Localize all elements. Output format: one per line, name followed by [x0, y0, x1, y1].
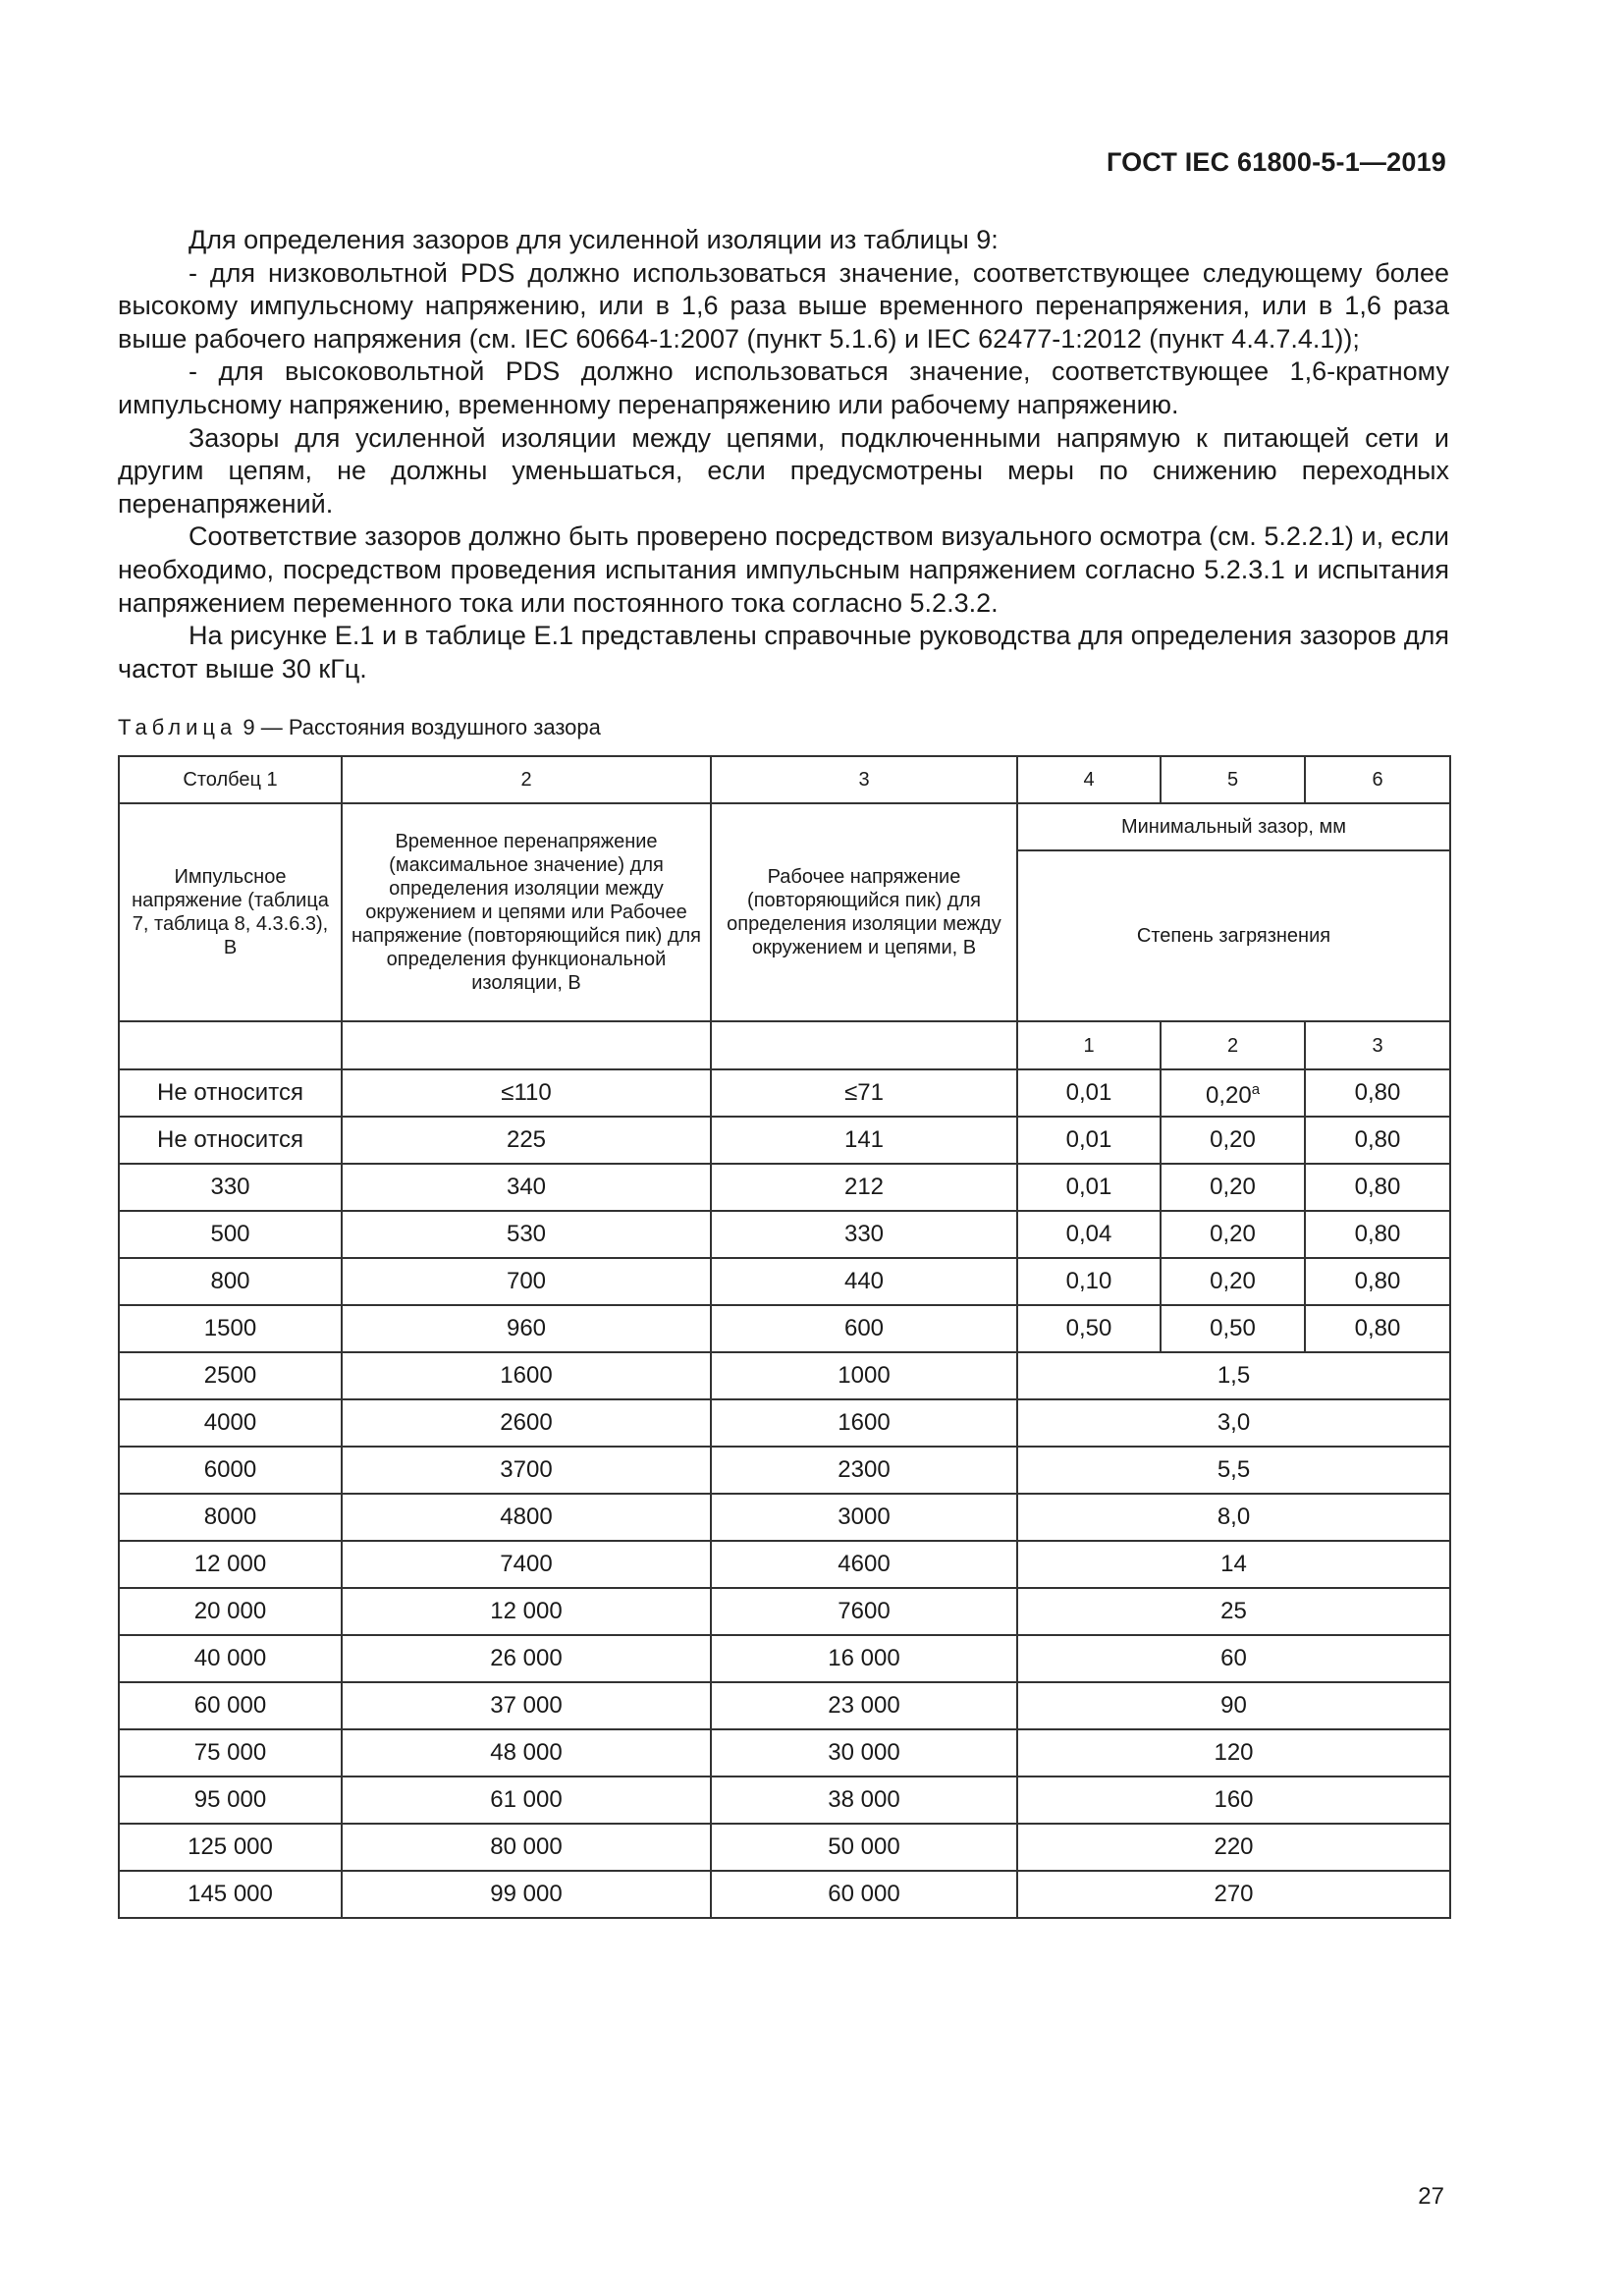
table-cell: 48 000 — [342, 1729, 711, 1777]
table-cell: 1600 — [711, 1399, 1017, 1447]
table-cell: 440 — [711, 1258, 1017, 1305]
table-row — [119, 1258, 1450, 1305]
table-cell: 16 000 — [711, 1635, 1017, 1682]
table-cell: 330 — [119, 1164, 342, 1211]
paragraph: - для высоковольтной PDS должно использоваться значение, соответствующее 1,6-кратному импульсному напряжению, временному перенапряжению или рабочему напряжению. — [118, 356, 1449, 419]
table-cell: 95 000 — [119, 1777, 342, 1824]
table-cell: 80 000 — [342, 1824, 711, 1871]
table-cell: 23 000 — [711, 1682, 1017, 1729]
pollution-degree: 1 — [1017, 1021, 1161, 1069]
table-cell: 0,80 — [1305, 1069, 1450, 1117]
table-row — [119, 1352, 1450, 1399]
table-cell: 50 000 — [711, 1824, 1017, 1871]
table-cell: 330 — [711, 1211, 1017, 1258]
table-cell: 0,20 — [1161, 1258, 1305, 1305]
table-cell: 25 — [1017, 1588, 1450, 1635]
paragraph: На рисунке Е.1 и в таблице Е.1 представлены справочные руководства для определения зазоров для частот выше 30 кГц. — [118, 621, 1449, 683]
table-cell: Не относится — [119, 1117, 342, 1164]
paragraph: Соответствие зазоров должно быть проверено посредством визуального осмотра (см. 5.2.2.1) и, если необходимо, посредством проведения испытания импульсным напряжением согласно 5.2.3.1 и испытания напряжением переменного тока или постоянного тока согласно 5.2.3.2. — [118, 521, 1449, 618]
table-cell: 12 000 — [342, 1588, 711, 1635]
table-cell: 0,20 — [1161, 1117, 1305, 1164]
table-cell: 60 — [1017, 1635, 1450, 1682]
table-cell: 30 000 — [711, 1729, 1017, 1777]
table-cell: 0,04 — [1017, 1211, 1161, 1258]
table-cell: 75 000 — [119, 1729, 342, 1777]
table-row — [119, 1305, 1450, 1352]
empty-cell — [342, 1021, 711, 1069]
table-cell: 0,20 — [1161, 1164, 1305, 1211]
table-cell: 4000 — [119, 1399, 342, 1447]
page-number: 27 — [1418, 2183, 1444, 2210]
table-cell: 3000 — [711, 1494, 1017, 1541]
table-cell: 38 000 — [711, 1777, 1017, 1824]
table-cell: 40 000 — [119, 1635, 342, 1682]
table-cell: 61 000 — [342, 1777, 711, 1824]
working-voltage-header: Рабочее напряжение (повторяющийся пик) для определения изоляции между окружением и цепями, В — [711, 803, 1017, 1021]
table-cell: 0,80 — [1305, 1164, 1450, 1211]
table-cell: 960 — [342, 1305, 711, 1352]
document-header: ГОСТ IEC 61800-5-1—2019 — [1106, 147, 1446, 177]
table-row — [119, 1447, 1450, 1494]
column-number-row — [119, 756, 1450, 803]
footnote-mark: a — [1251, 1081, 1261, 1098]
table-cell: Не относится — [119, 1069, 342, 1117]
table-cell: 0,01 — [1017, 1117, 1161, 1164]
clearance-table — [118, 755, 1451, 1919]
column-number: 4 — [1017, 756, 1161, 803]
table-cell: 3700 — [342, 1447, 711, 1494]
paragraph: - для низковольтной PDS должно использоваться значение, соответствующее следующему более высокому импульсному напряжению, или в 1,6 раза выше временного перенапряжения, или в 1,6 раза выше рабочего напряжения (см. IEC 60664-1:2007 (пункт 5.1.6) и IEC 62477-1:2012 (пункт 4.4.7.4.1)); — [118, 257, 1449, 354]
table-cell: 0,80 — [1305, 1305, 1450, 1352]
header-row — [119, 803, 1450, 850]
table-cell: 14 — [1017, 1541, 1450, 1588]
paragraph: Зазоры для усиленной изоляции между цепями, подключенными напрямую к питающей сети и другим цепям, не должны уменьшаться, если предусмотрены меры по снижению переходных перенапряжений. — [118, 422, 1449, 519]
table-cell: ≤71 — [711, 1069, 1017, 1117]
table-cell: 1500 — [119, 1305, 342, 1352]
min-clearance-header: Минимальный зазор, мм — [1017, 803, 1450, 850]
table-cell: 120 — [1017, 1729, 1450, 1777]
table-cell: 225 — [342, 1117, 711, 1164]
table-cell: 1600 — [342, 1352, 711, 1399]
table-cell: 145 000 — [119, 1871, 342, 1918]
table-cell: 0,80 — [1305, 1258, 1450, 1305]
table-caption-word: Таблица — [118, 715, 238, 739]
impulse-voltage-header: Импульсное напряжение (таблица 7, таблица 8, 4.3.6.3), В — [119, 803, 342, 1021]
table-row — [119, 1117, 1450, 1164]
table-cell: 1,5 — [1017, 1352, 1450, 1399]
table-cell: 125 000 — [119, 1824, 342, 1871]
table-row — [119, 1069, 1450, 1117]
pollution-degree: 3 — [1305, 1021, 1450, 1069]
table-cell: 4600 — [711, 1541, 1017, 1588]
table-cell: 99 000 — [342, 1871, 711, 1918]
table-cell: 20 000 — [119, 1588, 342, 1635]
table-cell: 8,0 — [1017, 1494, 1450, 1541]
column-number: 5 — [1161, 756, 1305, 803]
table-cell: 600 — [711, 1305, 1017, 1352]
table-cell: 0,01 — [1017, 1069, 1161, 1117]
table-cell: 0,80 — [1305, 1117, 1450, 1164]
table-cell: 0,20 — [1161, 1211, 1305, 1258]
table-cell: 0,20$^a$ — [1161, 1069, 1305, 1117]
table-cell: 0,01 — [1017, 1164, 1161, 1211]
table-cell: 800 — [119, 1258, 342, 1305]
table-cell: 0,50 — [1017, 1305, 1161, 1352]
table-cell: 500 — [119, 1211, 342, 1258]
table-cell: 160 — [1017, 1777, 1450, 1824]
table-cell: 26 000 — [342, 1635, 711, 1682]
table-cell: 0,50 — [1161, 1305, 1305, 1352]
table-cell: 60 000 — [119, 1682, 342, 1729]
table-cell: 3,0 — [1017, 1399, 1450, 1447]
table-cell: 7600 — [711, 1588, 1017, 1635]
table-cell: 1000 — [711, 1352, 1017, 1399]
table-cell: 90 — [1017, 1682, 1450, 1729]
table-row — [119, 1541, 1450, 1588]
table-cell: 12 000 — [119, 1541, 342, 1588]
column-number: 2 — [342, 756, 711, 803]
pollution-degree-row — [119, 1021, 1450, 1069]
temporary-overvoltage-header: Временное перенапряжение (максимальное значение) для определения изоляции между окружением и цепями или Рабочее напряжение (повторяющийся пик) для определения функциональной изоляции, В — [342, 803, 711, 1021]
table-cell: 5,5 — [1017, 1447, 1450, 1494]
table-cell: 0,80 — [1305, 1211, 1450, 1258]
table-cell: 340 — [342, 1164, 711, 1211]
table-cell: 212 — [711, 1164, 1017, 1211]
table-cell: 270 — [1017, 1871, 1450, 1918]
empty-cell — [119, 1021, 342, 1069]
table-row — [119, 1588, 1450, 1635]
column-number: 6 — [1305, 756, 1450, 803]
table-cell: 4800 — [342, 1494, 711, 1541]
table-row — [119, 1729, 1450, 1777]
table-cell: 6000 — [119, 1447, 342, 1494]
table-cell: 7400 — [342, 1541, 711, 1588]
table-row — [119, 1777, 1450, 1824]
table-cell: 220 — [1017, 1824, 1450, 1871]
column-number: Столбец 1 — [119, 756, 342, 803]
table-cell: 141 — [711, 1117, 1017, 1164]
table-cell: 8000 — [119, 1494, 342, 1541]
empty-cell — [711, 1021, 1017, 1069]
table-row — [119, 1164, 1450, 1211]
table-cell: 2300 — [711, 1447, 1017, 1494]
table-row — [119, 1682, 1450, 1729]
table-cell: 2500 — [119, 1352, 342, 1399]
table-cell: ≤110 — [342, 1069, 711, 1117]
table-row — [119, 1871, 1450, 1918]
table-cell: 530 — [342, 1211, 711, 1258]
table-row — [119, 1211, 1450, 1258]
table-row — [119, 1824, 1450, 1871]
pollution-degree-header: Степень загрязнения — [1017, 850, 1450, 1021]
column-number: 3 — [711, 756, 1017, 803]
table-caption — [118, 715, 601, 740]
pollution-degree: 2 — [1161, 1021, 1305, 1069]
table-cell: 700 — [342, 1258, 711, 1305]
table-row — [119, 1635, 1450, 1682]
table-row — [119, 1399, 1450, 1447]
table-caption-title: 9 — Расстояния воздушного зазора — [243, 715, 601, 739]
table-cell: 2600 — [342, 1399, 711, 1447]
table-cell: 37 000 — [342, 1682, 711, 1729]
paragraph: Для определения зазоров для усиленной изоляции из таблицы 9: — [189, 225, 999, 254]
table-cell: 60 000 — [711, 1871, 1017, 1918]
table-cell: 0,10 — [1017, 1258, 1161, 1305]
body-text — [118, 224, 1449, 685]
table-row — [119, 1494, 1450, 1541]
